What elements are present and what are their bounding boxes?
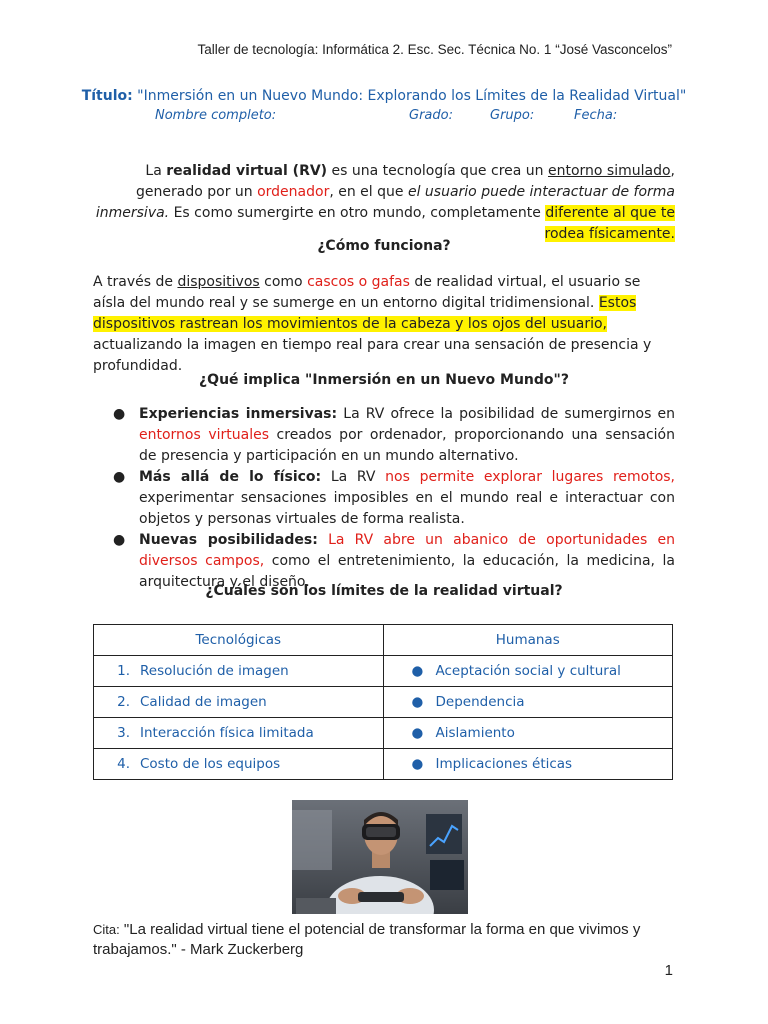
list-item	[93, 404, 675, 467]
bullet-icon: ●	[113, 406, 126, 422]
item-red-text: La RV abre un abanico de oportunidades en diversos campos,	[139, 532, 675, 569]
date-field-label: Fecha:	[574, 108, 618, 123]
table-row	[94, 656, 673, 687]
intro-bold-term: realidad virtual (RV)	[166, 163, 328, 179]
intro-text: La	[145, 163, 167, 179]
item-text: creados por ordenador, proporcionando una sensación de presencia y participación en un mundo alternativo.	[139, 427, 675, 464]
paragraph-text: A través de	[93, 274, 178, 290]
table-row	[94, 749, 673, 780]
intro-underlined-term: entorno simulado	[547, 163, 671, 179]
bullet-icon: ●	[411, 694, 424, 710]
paragraph-text: de realidad virtual, el usuario se aísla del mundo real y se sumerge en un entorno digital tridimensional.	[93, 274, 641, 311]
column-header-tecnologicas: Tecnológicas	[94, 625, 384, 656]
human-limit: Implicaciones éticas	[435, 756, 573, 772]
list-number: 2.	[117, 694, 130, 710]
tech-limit: Resolución de imagen	[140, 663, 289, 679]
intro-text: Es como sumergirte en otro mundo, completamente	[169, 205, 546, 221]
human-limit: Dependencia	[435, 694, 525, 710]
tech-limit: Calidad de imagen	[140, 694, 267, 710]
paragraph-text: actualizando la imagen en tiempo real para crear una sensación de presencia y profundidad.	[93, 337, 652, 374]
table-header-row	[94, 625, 673, 656]
page-number: 1	[664, 962, 673, 979]
heading-limites: ¿Cuáles son los límites de la realidad virtual?	[205, 583, 563, 599]
group-field-label: Grupo:	[490, 108, 535, 123]
item-text: La RV ofrece la posibilidad de sumergirnos en	[337, 406, 675, 422]
intro-text: , generado por un	[136, 163, 675, 200]
list-number: 3.	[117, 725, 130, 741]
item-text: experimentar sensaciones imposibles en el mundo real e interactuar con objetos y personas virtuales de forma realista.	[139, 490, 675, 527]
table-cell	[94, 718, 384, 749]
title-text: "Inmersión en un Nuevo Mundo: Explorando los Límites de la Realidad Virtual"	[137, 88, 687, 104]
bullet-icon: ●	[113, 532, 126, 548]
bullet-icon: ●	[411, 756, 424, 772]
tech-limit: Costo de los equipos	[140, 756, 281, 772]
heading-como-funciona: ¿Cómo funciona?	[317, 238, 451, 254]
grade-field-label: Grado:	[409, 108, 453, 123]
human-limit: Aislamiento	[435, 725, 515, 741]
table-cell	[383, 749, 673, 780]
table-cell	[383, 687, 673, 718]
table-cell	[94, 687, 384, 718]
bullet-icon: ●	[411, 725, 424, 741]
table-cell	[94, 656, 384, 687]
quote-label: Cita:	[93, 922, 120, 937]
bullet-icon: ●	[113, 469, 126, 485]
human-limit: Aceptación social y cultural	[435, 663, 621, 679]
item-label: Nuevas posibilidades:	[139, 532, 318, 548]
underlined-term: dispositivos	[177, 274, 260, 290]
intro-red-term: ordenador	[257, 184, 330, 200]
list-number: 1.	[117, 663, 130, 679]
name-field-label: Nombre completo:	[155, 108, 277, 123]
vr-headset-photo	[292, 800, 468, 914]
table-row	[94, 718, 673, 749]
como-funciona-paragraph	[93, 272, 675, 377]
tech-limit: Interacción física limitada	[140, 725, 314, 741]
highlighted-text: Estos dispositivos rastrean los movimientos de la cabeza y los ojos del usuario,	[93, 295, 637, 332]
table-cell	[94, 749, 384, 780]
title-label: Título:	[81, 88, 133, 104]
page-header: Taller de tecnología: Informática 2. Esc. Sec. Técnica No. 1 “José Vasconcelos”	[197, 42, 672, 57]
item-label: Experiencias inmersivas:	[139, 406, 338, 422]
quote-text: "La realidad virtual tiene el potencial de transformar la forma en que vivimos y trabajamos." - Mark Zuckerberg	[93, 921, 641, 958]
table-row	[94, 687, 673, 718]
intro-text: es una tecnología que crea un	[327, 163, 548, 179]
bullet-icon: ●	[411, 663, 424, 679]
red-term: cascos o gafas	[307, 274, 410, 290]
intro-highlight: diferente al que te rodea físicamente.	[544, 205, 675, 242]
item-text	[318, 532, 328, 548]
vr-user-illustration	[292, 800, 468, 914]
item-text: como el entretenimiento, la educación, la medicina, la arquitectura y el diseño.	[139, 553, 675, 590]
item-text: La RV	[321, 469, 386, 485]
document-title	[0, 88, 768, 104]
intro-paragraph	[93, 161, 675, 245]
limits-table	[93, 624, 673, 780]
implications-list	[93, 404, 675, 593]
table-cell	[383, 656, 673, 687]
list-item	[93, 467, 675, 530]
intro-text: , en el que	[329, 184, 408, 200]
table-cell	[383, 718, 673, 749]
heading-que-implica: ¿Qué implica "Inmersión en un Nuevo Mundo"?	[199, 372, 569, 388]
item-red-text: entornos virtuales	[139, 427, 269, 443]
column-header-humanas: Humanas	[383, 625, 673, 656]
intro-italic-text: el usuario puede interactuar de forma inmersiva.	[95, 184, 675, 221]
item-red-text: nos permite explorar lugares remotos,	[385, 469, 676, 485]
list-number: 4.	[117, 756, 130, 772]
paragraph-text: como	[259, 274, 308, 290]
item-label: Más allá de lo físico:	[139, 469, 322, 485]
quote	[93, 920, 693, 960]
